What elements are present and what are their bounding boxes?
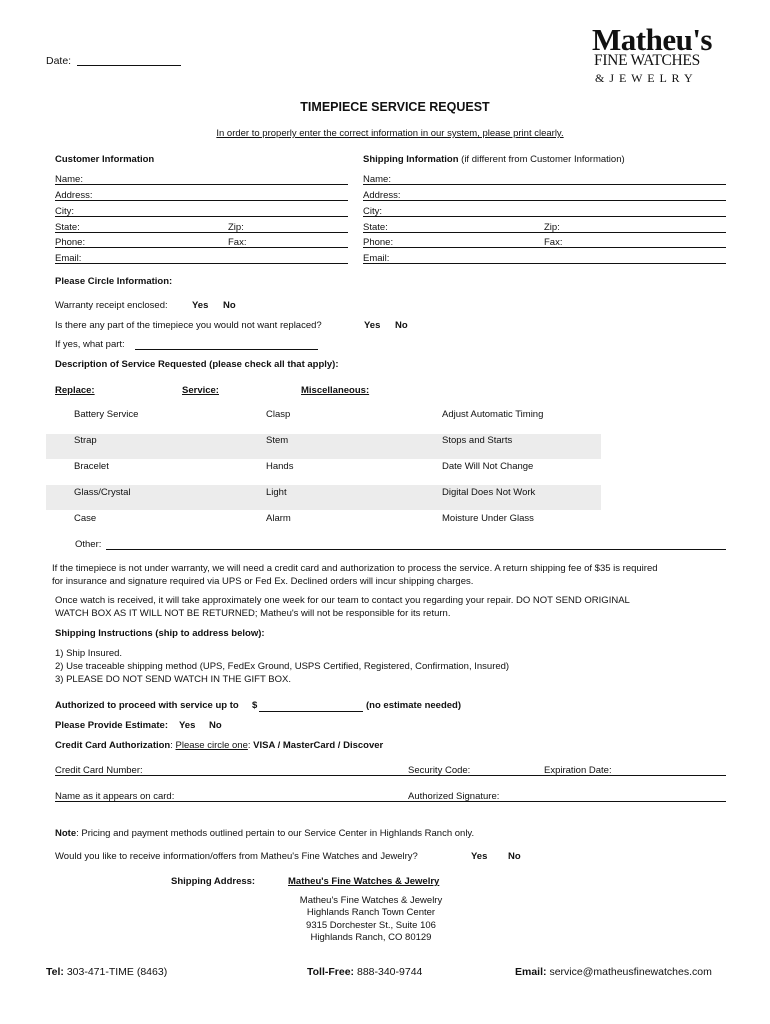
warranty-question: Warranty receipt enclosed: — [55, 300, 168, 311]
authorization-note: (no estimate needed) — [366, 700, 462, 711]
footer-tel: Tel: 303-471-TIME (8463) — [46, 966, 168, 978]
signature-label[interactable]: Authorized Signature: — [408, 791, 500, 802]
shipping-address-line: Matheu's Fine Watches & Jewelry — [299, 895, 443, 906]
shipping-phone-label[interactable]: Phone: — [363, 237, 394, 248]
replace-question: Is there any part of the timepiece you would not want replaced? — [55, 320, 322, 331]
warranty-paragraph-line2: for insurance and signature required via UPS or Fed Ex. Declined orders will incur shipping charges. — [52, 576, 474, 587]
warranty-paragraph-line1: If the timepiece is not under warranty, we will need a credit card and authorization to process the service. A return shipping fee of $35 is required — [52, 563, 658, 574]
option-glass-crystal[interactable]: Glass/Crystal — [74, 487, 131, 498]
replace-yes[interactable]: Yes — [364, 320, 381, 331]
option-date-will-not-change[interactable]: Date Will Not Change — [442, 461, 534, 472]
option-moisture-under-glass[interactable]: Moisture Under Glass — [442, 513, 534, 524]
option-bracelet[interactable]: Bracelet — [74, 461, 109, 472]
shipping-zip-label[interactable]: Zip: — [544, 222, 560, 233]
option-light[interactable]: Light — [266, 487, 287, 498]
service-heading: Description of Service Requested (please check all that apply): — [55, 359, 339, 370]
expiration-date-label[interactable]: Expiration Date: — [544, 765, 612, 776]
shipping-address-label[interactable]: Address: — [363, 190, 401, 201]
customer-state-label[interactable]: State: — [55, 222, 80, 233]
customer-address-label[interactable]: Address: — [55, 190, 93, 201]
warranty-yes[interactable]: Yes — [192, 300, 209, 311]
option-hands[interactable]: Hands — [266, 461, 294, 472]
customer-info-heading: Customer Information — [55, 154, 155, 165]
row-shade — [46, 434, 601, 459]
customer-phone-label[interactable]: Phone: — [55, 237, 86, 248]
footer-email: Email: service@matheusfinewatches.com — [515, 966, 712, 978]
security-code-label[interactable]: Security Code: — [408, 765, 471, 776]
shipping-email-label[interactable]: Email: — [363, 253, 390, 264]
shipping-instruction-item: 1) Ship Insured. — [55, 648, 123, 659]
option-clasp[interactable]: Clasp — [266, 409, 291, 420]
estimate-label: Please Provide Estimate: — [55, 720, 168, 731]
authorization-amount-field[interactable] — [259, 699, 363, 712]
page-subtitle: In order to properly enter the correct information in our system, please print clearly. — [216, 128, 564, 139]
cc-authorization-line: Credit Card Authorization: Please circle one: VISA / MasterCard / Discover — [55, 740, 384, 751]
receipt-paragraph-line2: WATCH BOX AS IT WILL NOT BE RETURNED; Matheu's will not be responsible for its return. — [55, 608, 451, 619]
shipping-address-line: 9315 Dorchester St., Suite 106 — [306, 920, 436, 931]
cc-number-label[interactable]: Credit Card Number: — [55, 765, 143, 776]
receipt-paragraph-line1: Once watch is received, it will take approximately one week for our team to contact you regarding your repair. DO NOT SEND ORIGINAL — [55, 595, 630, 606]
date-field[interactable] — [77, 53, 181, 66]
authorization-dollar: $ — [252, 700, 258, 711]
footer-tollfree: Toll-Free: 888-340-9744 — [307, 966, 423, 978]
col-misc-header: Miscellaneous: — [301, 385, 370, 396]
customer-email-label[interactable]: Email: — [55, 253, 82, 264]
offers-question: Would you like to receive information/offers from Matheu's Fine Watches and Jewelry? — [55, 851, 418, 862]
estimate-yes[interactable]: Yes — [179, 720, 196, 731]
page-title: TIMEPIECE SERVICE REQUEST — [300, 100, 490, 114]
shipping-name-label[interactable]: Name: — [363, 174, 391, 185]
warranty-no[interactable]: No — [223, 300, 236, 311]
option-case[interactable]: Case — [74, 513, 97, 524]
option-stops-and-starts[interactable]: Stops and Starts — [442, 435, 513, 446]
option-battery-service[interactable]: Battery Service — [74, 409, 139, 420]
option-strap[interactable]: Strap — [74, 435, 97, 446]
name-on-card-label[interactable]: Name as it appears on card: — [55, 791, 175, 802]
shipping-state-label[interactable]: State: — [363, 222, 388, 233]
option-stem[interactable]: Stem — [266, 435, 289, 446]
col-replace-header: Replace: — [55, 385, 95, 396]
customer-zip-label[interactable]: Zip: — [228, 222, 244, 233]
option-adjust-automatic-timing[interactable]: Adjust Automatic Timing — [442, 409, 544, 420]
part-field[interactable] — [135, 337, 318, 350]
authorization-label: Authorized to proceed with service up to — [55, 700, 239, 711]
col-service-header: Service: — [182, 385, 219, 396]
shipping-instruction-item: 3) PLEASE DO NOT SEND WATCH IN THE GIFT BOX. — [55, 674, 291, 685]
shipping-instructions-heading: Shipping Instructions (ship to address below): — [55, 628, 265, 639]
offers-no[interactable]: No — [508, 851, 521, 862]
cc-number-line — [55, 775, 726, 776]
shipping-address-label: Shipping Address: — [171, 876, 256, 887]
shipping-fax-label[interactable]: Fax: — [544, 237, 563, 248]
other-field[interactable] — [106, 537, 726, 550]
offers-yes[interactable]: Yes — [471, 851, 488, 862]
other-label: Other: — [75, 539, 102, 550]
option-digital-does-not-work[interactable]: Digital Does Not Work — [442, 487, 536, 498]
customer-fax-label[interactable]: Fax: — [228, 237, 247, 248]
shipping-instruction-item: 2) Use traceable shipping method (UPS, FedEx Ground, USPS Certified, Registered, Confirmation, Insured) — [55, 661, 510, 672]
shipping-city-label[interactable]: City: — [363, 206, 382, 217]
note-line: Note: Pricing and payment methods outlined pertain to our Service Center in Highlands Ranch only. — [55, 828, 475, 839]
part-question: If yes, what part: — [55, 339, 125, 350]
date-label: Date: — [46, 55, 72, 67]
shipping-info-heading: Shipping Information (if different from Customer Information) — [363, 154, 625, 165]
option-alarm[interactable]: Alarm — [266, 513, 291, 524]
customer-name-label[interactable]: Name: — [55, 174, 83, 185]
shipping-address-heading: Matheu's Fine Watches & Jewelry — [288, 876, 440, 887]
circle-info-heading: Please Circle Information: — [55, 276, 173, 287]
shipping-address-line: Highlands Ranch Town Center — [306, 907, 436, 918]
estimate-no[interactable]: No — [209, 720, 222, 731]
replace-no[interactable]: No — [395, 320, 408, 331]
shipping-address-line: Highlands Ranch, CO 80129 — [310, 932, 432, 943]
customer-city-label[interactable]: City: — [55, 206, 74, 217]
